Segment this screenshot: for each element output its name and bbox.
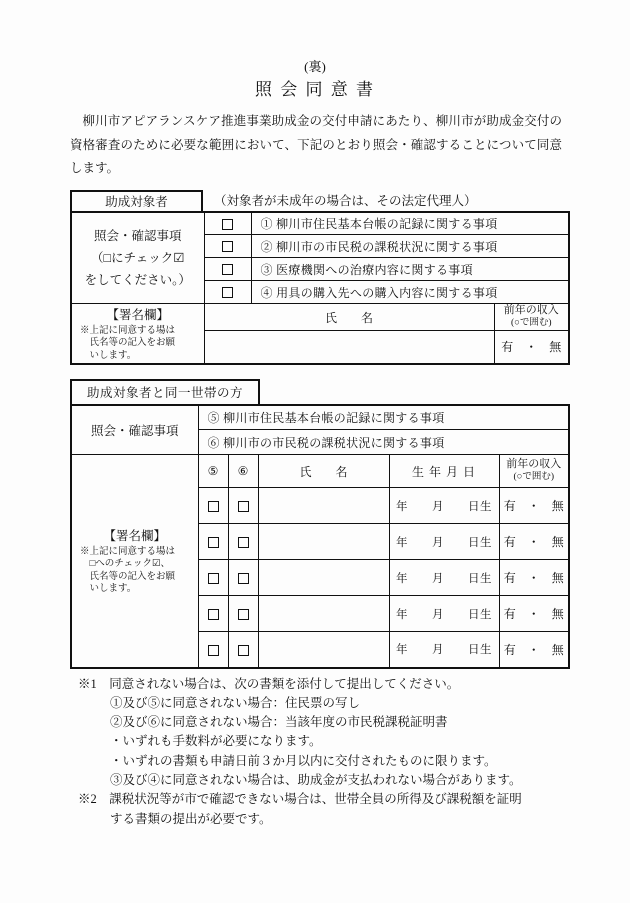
inquiry-item-5: ⑤ 柳川市住民基本台帳の記録に関する事項 [198,405,569,430]
note-line: ①及び⑤に同意されない場合：住民票の写し [110,695,361,710]
birthdate-cell[interactable]: 年 月 日生 [389,488,499,524]
note-line: ③及び④に同意されない場合は、助成金が支払われない場合があります。 [110,772,522,787]
checkbox-item2[interactable] [222,241,233,252]
checkbox-6[interactable] [238,537,249,548]
note-line: ・いずれも手数料が必要になります。 [110,734,322,749]
checkbox-5[interactable] [208,609,219,620]
income-column-header: 前年の収入 (○で囲む) [494,304,569,331]
income-choice[interactable]: 有 ・ 無 [499,632,569,668]
name-input-cell[interactable] [258,560,389,596]
col-header-5: ⑤ [198,455,228,488]
table1-caption-row [70,190,630,211]
checkbox-item4[interactable] [222,287,233,298]
birthdate-cell[interactable]: 年 月 日生 [389,632,499,668]
birthdate-column-header: 生 年 月 日 [389,455,499,488]
footnotes [78,675,630,829]
consent-table-subject [70,211,570,365]
note-line: ※2 課税状況等が市で確認できない場合は、世帯全員の所得及び課税額を証明 [78,792,522,807]
note-line: ※1 同意されない場合は、次の書類を添付して提出してください。 [78,676,460,691]
inquiry-items-label-2: 照会・確認事項 [71,405,198,455]
note-line: ②及び⑥に同意されない場合：当該年度の市民税課税証明書 [110,715,448,730]
income-choice[interactable]: 有 ・ 無 [494,331,569,364]
note-line: する書類の提出が必要です。 [110,811,272,826]
name-column-header-2: 氏 名 [258,455,389,488]
household-heading-box: 助成対象者と同一世帯の方 [70,379,260,404]
inquiry-item-4: ④ 用具の購入先への購入内容に関する事項 [251,281,569,304]
birthdate-cell[interactable]: 年 月 日生 [389,524,499,560]
checkbox-5[interactable] [208,501,219,512]
name-input-cell[interactable] [258,524,389,560]
intro-paragraph: 柳川市アピアランスケア推進事業助成金の交付申請にあたり、柳川市が助成金交付の資格審査のために必要な範囲において、下記のとおり照会・確認することについて同意します。 [70,114,562,175]
inquiry-item-3: ③ 医療機関への治療内容に関する事項 [251,258,569,281]
name-input-cell[interactable] [258,488,389,524]
birthdate-cell[interactable]: 年 月 日生 [389,560,499,596]
inquiry-item-1: ① 柳川市住民基本台帳の記録に関する事項 [251,212,569,235]
inquiry-items-label: 照会・確認事項 （□にチェック☑ をしてください。） [71,212,204,304]
checkbox-item3[interactable] [222,264,233,275]
page-side-label: (裏) [304,59,326,74]
name-column-header: 氏 名 [204,304,494,331]
checkbox-6[interactable] [238,501,249,512]
consent-table-household [70,404,570,669]
inquiry-item-2: ② 柳川市の市民税の課税状況に関する事項 [251,235,569,258]
note-line: ・いずれの書類も申請日前３か月以内に交付されたものに限ります。 [110,753,497,768]
checkbox-5[interactable] [208,645,219,656]
income-choice[interactable]: 有 ・ 無 [499,560,569,596]
birthdate-cell[interactable]: 年 月 日生 [389,596,499,632]
signature-label-cell: 【署名欄】 ※上記に同意する場は 氏名等の記入をお願 いします。 [71,304,204,364]
income-column-header-2: 前年の収入 (○で囲む) [499,455,569,488]
col-header-6: ⑥ [228,455,258,488]
checkbox-6[interactable] [238,609,249,620]
checkbox-6[interactable] [238,645,249,656]
signature-label-cell-2: 【署名欄】 ※上記に同意する場は □へのチェック☑、 氏名等の記入をお願 いします。 [71,455,198,668]
income-choice[interactable]: 有 ・ 無 [499,596,569,632]
name-input-cell[interactable] [258,632,389,668]
income-choice[interactable]: 有 ・ 無 [499,488,569,524]
checkbox-5[interactable] [208,537,219,548]
name-input-cell[interactable] [258,596,389,632]
page-title: 照 会 同 意 書 [255,80,375,99]
inquiry-item-6: ⑥ 柳川市の市民税の課税状況に関する事項 [198,430,569,455]
checkbox-5[interactable] [208,573,219,584]
table2-caption-row [70,379,630,404]
subject-label-box: 助成対象者 [70,190,203,211]
name-input-cell[interactable] [204,331,494,364]
subject-note: （対象者が未成年の場合は、その法定代理人） [214,194,477,208]
checkbox-item1[interactable] [222,219,233,230]
income-choice[interactable]: 有 ・ 無 [499,524,569,560]
checkbox-6[interactable] [238,573,249,584]
